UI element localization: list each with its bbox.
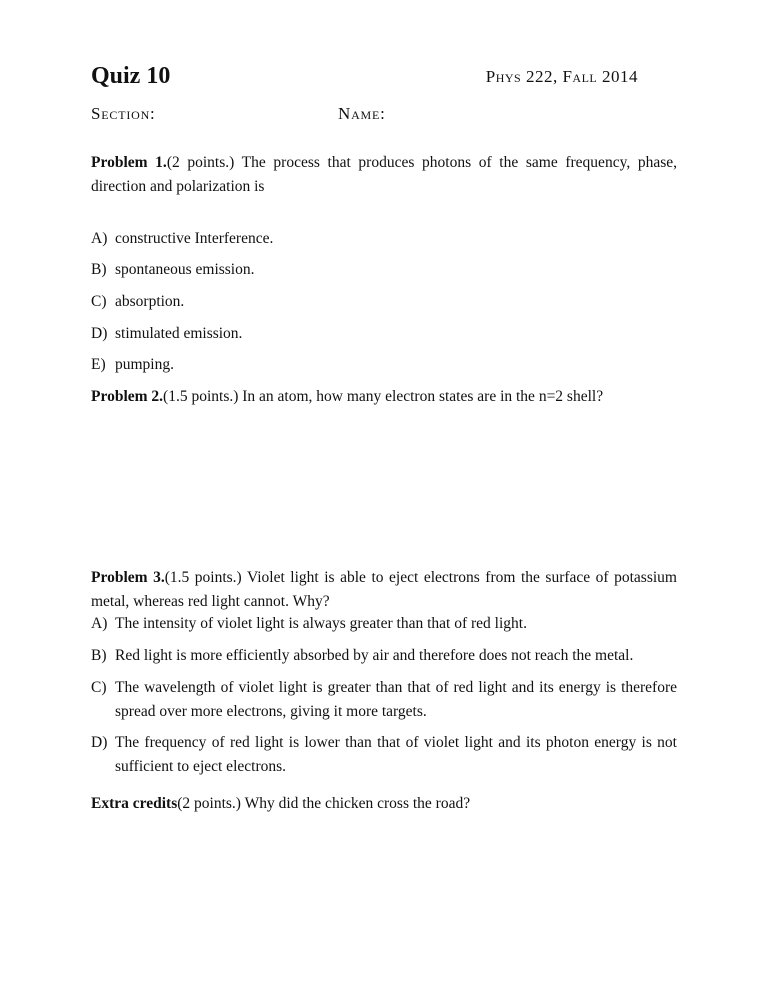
- section-label: Section:: [91, 104, 156, 123]
- extra-credit: [91, 792, 677, 816]
- extra-credit-points: (2 points.): [177, 795, 241, 812]
- choice-text: The frequency of red light is lower than that of violet light and its photon energy is not sufficient to eject electrons.: [115, 734, 677, 775]
- choice-letter: C): [91, 679, 107, 696]
- problem-3-choice-a: [91, 612, 677, 636]
- problem-3-label: Problem 3.: [91, 569, 165, 586]
- problem-1-label: Problem 1.: [91, 154, 167, 171]
- problem-1-choice-a: [91, 227, 677, 251]
- extra-credit-statement: [91, 792, 677, 816]
- choice-text: absorption.: [115, 293, 185, 310]
- problem-3: [91, 566, 677, 614]
- problem-1-points: (2 points.): [166, 154, 235, 171]
- problem-1-choice-d: [91, 322, 677, 346]
- quiz-title: Quiz 10: [91, 63, 171, 89]
- problem-3-choice-b: [91, 644, 677, 668]
- choice-letter: D): [91, 325, 108, 342]
- extra-credit-text: Why did the chicken cross the road?: [244, 795, 471, 812]
- name-label: Name:: [338, 104, 386, 123]
- problem-2: [91, 385, 677, 409]
- problem-2-text: In an atom, how many electron states are in the n=2 shell?: [242, 388, 604, 405]
- choice-text: The wavelength of violet light is greater than that of red light and its energy is therefore spread over more electrons, giving it more targets.: [115, 679, 677, 720]
- problem-1-statement: [91, 151, 677, 199]
- course-info: Phys 222, Fall 2014: [485, 67, 638, 86]
- problem-2-label: Problem 2.: [91, 388, 164, 405]
- choice-text: stimulated emission.: [115, 325, 243, 342]
- problem-2-statement: [91, 385, 677, 409]
- problem-3-points: (1.5 points.): [164, 569, 242, 586]
- choice-letter: B): [91, 261, 107, 278]
- choice-letter: B): [91, 647, 107, 664]
- extra-credit-label: Extra credits: [91, 795, 178, 812]
- problem-3-choice-d: [91, 731, 677, 779]
- choice-letter: C): [91, 293, 107, 310]
- choice-text: pumping.: [115, 356, 174, 373]
- problem-1-choice-e: [91, 353, 677, 377]
- choice-letter: A): [91, 615, 108, 632]
- problem-3-statement: [91, 566, 677, 614]
- choice-text: The intensity of violet light is always greater than that of red light.: [115, 615, 527, 632]
- choice-text: constructive Interference.: [115, 230, 274, 247]
- problem-1: [91, 151, 677, 199]
- choice-letter: A): [91, 230, 108, 247]
- choice-text: Red light is more efficiently absorbed by air and therefore does not reach the metal.: [115, 647, 634, 664]
- choice-letter: D): [91, 734, 108, 751]
- choice-text: spontaneous emission.: [115, 261, 255, 278]
- problem-1-choice-b: [91, 258, 677, 282]
- choice-letter: E): [91, 356, 106, 373]
- problem-1-text: The process that produces photons of the same frequency, phase, direction and polarization is: [91, 154, 677, 195]
- problem-3-choice-c: [91, 676, 677, 724]
- problem-2-points: (1.5 points.): [163, 388, 239, 405]
- problem-3-text: Violet light is able to eject electrons from the surface of potassium metal, whereas red light cannot. Why?: [91, 569, 677, 610]
- problem-1-choice-c: [91, 290, 677, 314]
